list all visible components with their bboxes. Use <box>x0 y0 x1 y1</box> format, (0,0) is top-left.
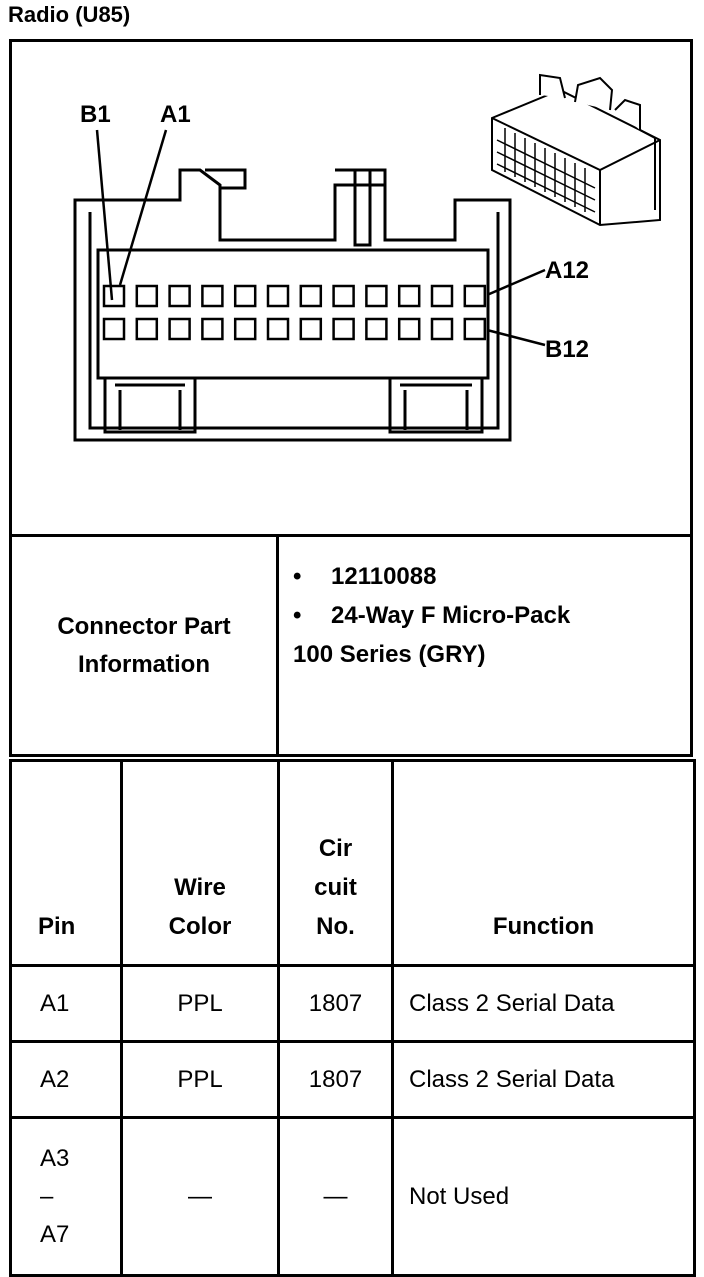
part-number: 12110088 <box>331 563 437 590</box>
pin-cavity <box>170 319 190 339</box>
connector-part-info-values <box>278 536 692 756</box>
pin-cavity <box>137 286 157 306</box>
pin-cavity <box>366 286 386 306</box>
cell-function: Not Used <box>393 1118 695 1276</box>
a12-leader-line <box>487 270 545 295</box>
pin-cavity <box>202 286 222 306</box>
a1-leader-line <box>120 130 166 285</box>
cell-function: Class 2 Serial Data <box>393 1042 695 1118</box>
header-pin: Pin <box>11 761 122 966</box>
connector-part-info-label <box>11 536 278 756</box>
pin-cavity <box>170 286 190 306</box>
table-row <box>11 1118 695 1276</box>
pin-cavity <box>104 319 124 339</box>
page-title: Radio (U85) <box>8 2 131 27</box>
bullet-icon: • <box>293 563 302 590</box>
connector-part-info-text: Connector Part Information <box>57 612 231 678</box>
table-row <box>11 1042 695 1118</box>
b12-leader-line <box>487 330 545 345</box>
pin-cavity <box>268 286 288 306</box>
cell-circuit: 1807 <box>279 966 393 1042</box>
pin-cavity <box>301 319 321 339</box>
cell-function: Class 2 Serial Data <box>393 966 695 1042</box>
pin-cavity <box>137 319 157 339</box>
cell-wire-color: PPL <box>122 966 279 1042</box>
pin-cavity <box>334 319 354 339</box>
cell-pin-text: A3 –A7 <box>40 1144 70 1248</box>
cell-pin: A2 <box>11 1042 122 1118</box>
pin-cavity <box>432 286 452 306</box>
cell-pin: A1 <box>11 966 122 1042</box>
pin-cavity <box>432 319 452 339</box>
label-b12: B12 <box>545 336 590 363</box>
cell-circuit: 1807 <box>279 1042 393 1118</box>
cell-wire-color: — <box>122 1118 279 1276</box>
pin-cavity <box>202 319 222 339</box>
connector-type: 24-Way F Micro-Pack <box>331 602 571 629</box>
label-a12: A12 <box>545 257 590 284</box>
cell-pin <box>11 1118 122 1276</box>
pin-cavity <box>465 286 485 306</box>
connector-type-item <box>293 596 690 635</box>
pin-cavity <box>465 319 485 339</box>
label-b1: B1 <box>80 101 111 128</box>
connector-3d-view <box>492 75 660 225</box>
pin-cavity <box>104 286 124 306</box>
pin-cavity <box>268 319 288 339</box>
pin-table-header <box>11 761 695 966</box>
pin-cavity <box>235 286 255 306</box>
connector-face-diagram <box>0 0 704 540</box>
header-function: Function <box>393 761 695 966</box>
pin-cavity <box>399 319 419 339</box>
pin-cavity <box>301 286 321 306</box>
label-a1: A1 <box>160 101 191 128</box>
part-number-item <box>293 557 690 596</box>
connector-part-info-table <box>9 534 693 757</box>
pin-table <box>9 759 696 1277</box>
cell-wire-color: PPL <box>122 1042 279 1118</box>
header-circuit-no <box>279 761 393 966</box>
header-wire-color-text: Wire Color <box>168 874 232 940</box>
header-wire-color <box>122 761 279 966</box>
table-row <box>11 966 695 1042</box>
connector-series: 100 Series (GRY) <box>293 641 486 668</box>
pin-cavity <box>235 319 255 339</box>
pin-cavity <box>399 286 419 306</box>
pin-cavity <box>334 286 354 306</box>
header-circuit-text: Cir cuit No. <box>314 835 357 940</box>
cell-circuit: — <box>279 1118 393 1276</box>
pin-cavity <box>366 319 386 339</box>
bullet-icon: • <box>293 602 302 629</box>
